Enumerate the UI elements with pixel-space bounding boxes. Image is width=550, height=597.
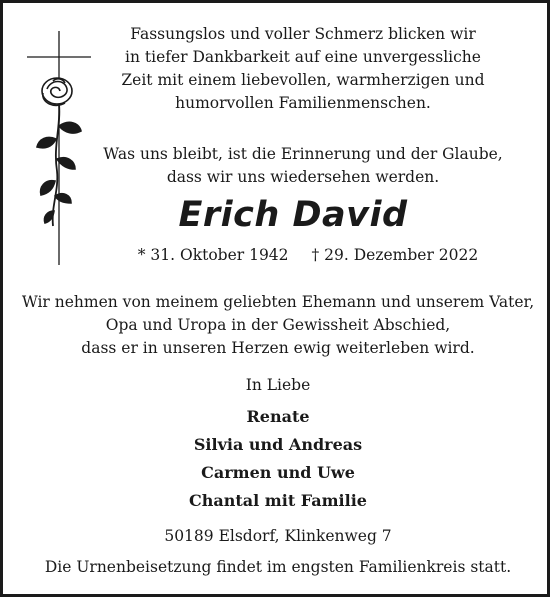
death-date: † 29. Dezember 2022 <box>311 246 479 264</box>
intro-line: in tiefer Dankbarkeit auf eine unvergessliche <box>125 48 481 66</box>
in-love-label: In Liebe <box>245 376 311 394</box>
farewell-line: Opa und Uropa in der Gewissheit Abschied, <box>105 316 451 334</box>
family-member: Renate <box>246 407 310 426</box>
farewell-line: Wir nehmen von meinem geliebten Ehemann und unserem Vater, <box>21 293 535 311</box>
deceased-name: Erich David <box>178 195 408 235</box>
hope-line: dass wir uns wiedersehen werden. <box>166 168 440 186</box>
intro-line: Zeit mit einem liebevollen, warmherzigen und <box>121 71 485 89</box>
family-member: Carmen und Uwe <box>201 463 355 482</box>
intro-line: humorvollen Familienmenschen. <box>175 94 431 112</box>
farewell-line: dass er in unseren Herzen ewig weiterleben wird. <box>81 339 475 357</box>
intro-line: Fassungslos und voller Schmerz blicken wir <box>130 25 476 43</box>
farewell-text <box>3 291 550 360</box>
intro-text <box>3 23 550 115</box>
family-list <box>3 403 550 515</box>
family-member: Chantal mit Familie <box>189 491 367 510</box>
hope-text <box>3 143 550 189</box>
funeral-notice: Die Urnenbeisetzung findet im engsten Familienkreis statt. <box>44 558 512 576</box>
address: 50189 Elsdorf, Klinkenweg 7 <box>164 527 392 545</box>
life-dates <box>3 246 550 264</box>
birth-date: * 31. Oktober 1942 <box>137 246 289 264</box>
hope-line: Was uns bleibt, ist die Erinnerung und der Glaube, <box>103 145 503 163</box>
family-member: Silvia und Andreas <box>193 435 363 454</box>
